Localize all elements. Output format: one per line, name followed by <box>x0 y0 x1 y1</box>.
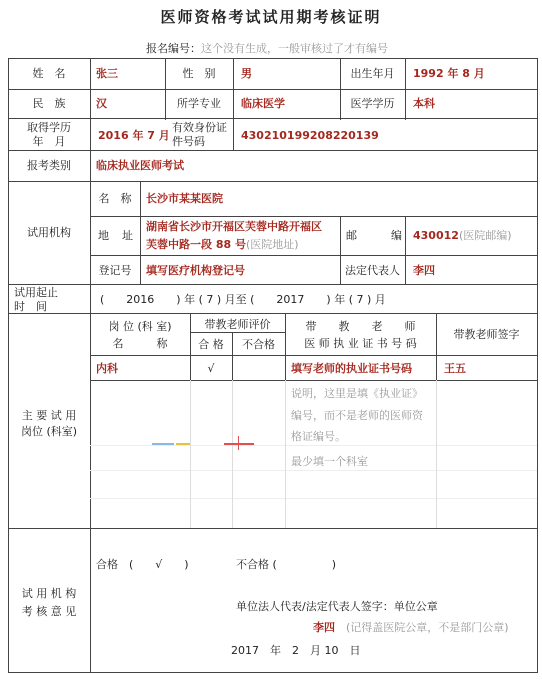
dept-column-header-line2: 名 称 <box>112 337 168 350</box>
period-value: ( 2016 ) 年 ( 7 ) 月至 ( 2017 ) 年 ( 7 ) 月 <box>100 293 386 306</box>
duty-post-label-line1: 主 要 试 用 <box>21 409 77 422</box>
teacher-cert-number-value: 填写老师的执业证书号码 <box>291 362 412 375</box>
zip-value: 430012(医院邮编) <box>413 229 512 242</box>
legal-signature-value: 李四 (记得盖医院公章，不是部门公章) <box>313 621 509 634</box>
evaluation-column-header: 带教老师评价 <box>204 318 271 331</box>
cert-explanation-line3: 格证编号。 <box>291 430 346 443</box>
fail-column-header: 不合格 <box>242 338 275 351</box>
name-value: 张三 <box>96 67 118 80</box>
gender-value: 男 <box>241 67 252 80</box>
document-title: 医师资格考试试用期考核证明 <box>160 8 382 26</box>
min-department-note: 最少填一个科室 <box>291 455 368 468</box>
exam-category-value: 临床执业医师考试 <box>96 159 184 172</box>
cert-explanation-line1: 说明，这里是填《执业证》 <box>291 387 423 400</box>
address-label-2: 址 <box>122 229 133 242</box>
registration-number-hint: 这个没有生成，一般审核过了才有编号 <box>201 42 388 55</box>
name-label: 姓 名 <box>32 67 66 80</box>
period-label-line1: 试用起止 <box>14 286 58 299</box>
address-label-1: 地 <box>98 229 109 242</box>
opinion-pass: 合格 ( √ ) <box>96 558 189 571</box>
cert-column-header-line1: 带 教 老 师 <box>305 320 416 333</box>
id-number-label-line2: 件号码 <box>172 135 205 148</box>
birth-label: 出生年月 <box>350 67 395 80</box>
legal-rep-label: 法定代表人 <box>345 264 400 277</box>
opinion-fail: 不合格 ( ) <box>236 558 337 571</box>
dept-column-header-line1: 岗 位 (科 室) <box>108 320 172 333</box>
address-value-line1: 湖南省长沙市开福区芙蓉中路开福区 <box>146 220 322 233</box>
legal-signature-label: 单位法人代表/法定代表人签字：单位公章 <box>236 600 438 613</box>
major-value: 临床医学 <box>241 97 285 110</box>
gender-label: 性 别 <box>182 67 216 80</box>
ethnic-value: 汉 <box>96 97 107 110</box>
graduation-label-line2: 年 月 <box>32 135 66 148</box>
birth-value: 1992 年 8 月 <box>413 67 485 80</box>
id-number-label-line1: 有效身份证 <box>172 121 227 134</box>
image-artifact <box>176 443 190 445</box>
institution-label: 试用机构 <box>27 226 71 239</box>
opinion-label-line1: 试 用 机 构 <box>21 587 77 600</box>
image-artifact <box>224 443 254 445</box>
cert-column-header-line2: 医 师 执 业 证 书 号 码 <box>304 337 417 350</box>
opinion-label-line2: 考 核 意 见 <box>21 605 77 618</box>
institution-name-label: 名 称 <box>98 192 132 205</box>
institution-name-value: 长沙市某某医院 <box>146 192 223 205</box>
cert-explanation-line2: 编号，而不是老师的医师资 <box>291 409 423 422</box>
opinion-date: 2017 年 2 月 10 日 <box>231 644 361 657</box>
graduation-label-line1: 取得学历 <box>27 121 71 134</box>
address-value-line2: 芙蓉中路一段 88 号(医院地址) <box>146 238 299 251</box>
image-artifact <box>238 436 239 450</box>
image-artifact <box>152 443 174 445</box>
period-label-line2: 时 间 <box>14 300 47 313</box>
major-label: 所学专业 <box>177 97 221 110</box>
signature-column-header: 带教老师签字 <box>453 328 520 341</box>
registration-number <box>146 40 388 56</box>
exam-category-label: 报考类别 <box>27 159 71 172</box>
zip-label-1: 邮 <box>346 229 357 242</box>
zip-label-2: 编 <box>391 229 402 242</box>
ethnic-label: 民 族 <box>32 97 66 110</box>
degree-value: 本科 <box>413 97 435 110</box>
duty-post-label-line2: 岗位 (科室) <box>20 425 78 438</box>
registration-code-label: 登记号 <box>98 264 132 277</box>
degree-label: 医学学历 <box>350 97 395 110</box>
graduation-value: 2016 年 7 月 <box>98 129 170 142</box>
teacher-signature-value: 王五 <box>444 362 466 375</box>
registration-number-label: 报名编号： <box>146 42 201 55</box>
legal-rep-value: 李四 <box>413 264 435 277</box>
department-value: 内科 <box>96 362 118 375</box>
registration-code-value: 填写医疗机构登记号 <box>146 264 245 277</box>
id-number-value: 430210199208220139 <box>241 129 379 142</box>
pass-column-header: 合 格 <box>198 338 224 351</box>
pass-check-mark: √ <box>207 362 215 375</box>
